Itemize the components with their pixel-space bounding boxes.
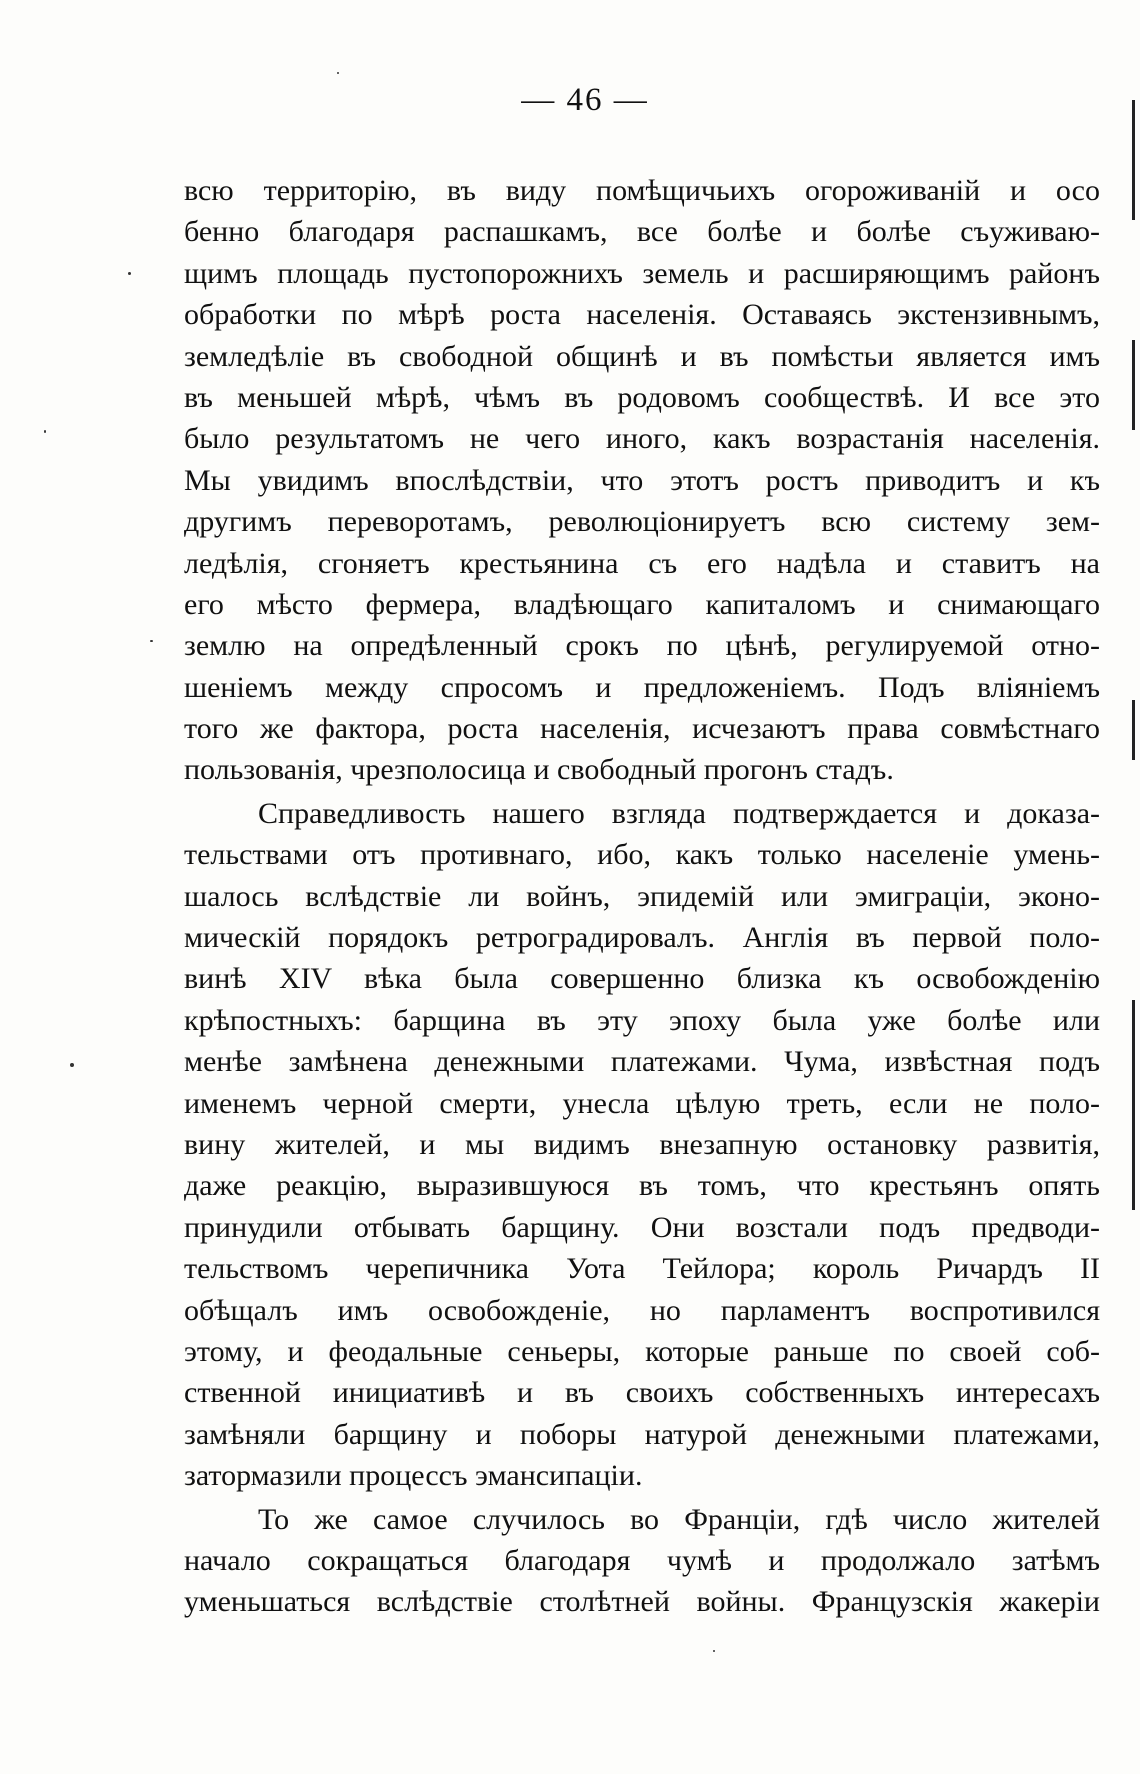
text-line: обѣщалъ имъ освобожденіе, но парламентъ воспротивился bbox=[184, 1293, 1100, 1327]
binding-edge-mark bbox=[1132, 340, 1135, 430]
binding-edge-mark bbox=[1132, 700, 1135, 760]
text-line: было результатомъ не чего иного, какъ возрастанія населенія. bbox=[184, 422, 1100, 456]
text-line: тельствами отъ противнаго, ибо, какъ только населеніе умень- bbox=[184, 838, 1100, 872]
text-line: обработки по мѣрѣ роста населенія. Оставаясь экстензивнымъ, bbox=[184, 298, 1100, 332]
text-line: даже реакцію, выразившуюся въ томъ, что крестьянъ опять bbox=[184, 1169, 1100, 1203]
text-line: замѣняли барщину и поборы натурой денежными платежами, bbox=[184, 1417, 1100, 1451]
text-line: крѣпостныхъ: барщина въ эту эпоху была уже болѣе или bbox=[184, 1003, 1100, 1037]
text-line: начало сокращаться благодаря чумѣ и продолжало затѣмъ bbox=[184, 1543, 1100, 1577]
text-line: другимъ переворотамъ, революціонируетъ всю систему зем- bbox=[184, 505, 1100, 539]
text-line: ледѣлія, сгоняетъ крестьянина съ его надѣла и ставитъ на bbox=[184, 546, 1100, 580]
scan-speck bbox=[713, 1650, 715, 1652]
text-line: принудили отбывать барщину. Они возстали подъ предводи- bbox=[184, 1210, 1100, 1244]
text-line: щимъ площадь пустопорожнихъ земель и расширяющимъ районъ bbox=[184, 256, 1100, 290]
page-number bbox=[0, 82, 1140, 119]
text-line: мическій порядокъ ретроградировалъ. Англія въ первой поло- bbox=[184, 921, 1100, 955]
text-line: уменьшаться вслѣдствіе столѣтней войны. Французскія жакеріи bbox=[184, 1585, 1100, 1619]
scan-speck bbox=[150, 640, 153, 642]
binding-edge-mark bbox=[1132, 1000, 1135, 1210]
text-line: Справедливость нашего взгляда подтверждается и доказа- bbox=[258, 796, 1100, 830]
text-line: ственной инициативѣ и въ своихъ собственныхъ интересахъ bbox=[184, 1376, 1100, 1410]
text-line: бенно благодаря распашкамъ, все болѣе и болѣе съуживаю- bbox=[184, 215, 1100, 249]
text-line: всю территорію, въ виду помѣщичьихъ огороживаній и осо bbox=[184, 174, 1100, 207]
scan-speck bbox=[70, 1063, 74, 1067]
scan-speck bbox=[44, 430, 46, 433]
text-line: его мѣсто фермера, владѣющаго капиталомъ и снимающаго bbox=[184, 587, 1100, 621]
text-line: затормазили процессъ эмансипаціи. bbox=[184, 1459, 643, 1493]
text-line: То же самое случилось во Франціи, гдѣ число жителей bbox=[258, 1502, 1100, 1536]
text-line: пользованія, чрезполосица и свободный прогонъ стадъ. bbox=[184, 753, 894, 787]
text-line: вину жителей, и мы видимъ внезапную остановку развитія, bbox=[184, 1127, 1100, 1161]
text-line: этому, и феодальные сеньеры, которые раньше по своей соб- bbox=[184, 1334, 1100, 1368]
text-line: земледѣліе въ свободной общинѣ и въ помѣстьи является имъ bbox=[184, 339, 1100, 373]
text-line: шеніемъ между спросомъ и предложеніемъ. Подъ вліяніемъ bbox=[184, 670, 1100, 704]
scan-speck bbox=[337, 72, 339, 74]
text-line: именемъ черной смерти, унесла цѣлую треть, если не поло- bbox=[184, 1086, 1100, 1120]
text-line: винѣ XIV вѣка была совершенно близка къ освобожденію bbox=[184, 962, 1100, 996]
text-line: того же фактора, роста населенія, исчезаютъ права совмѣстнаго bbox=[184, 712, 1100, 746]
scan-speck bbox=[128, 272, 131, 275]
text-line: менѣе замѣнена денежными платежами. Чума, извѣстная подъ bbox=[184, 1045, 1100, 1079]
paragraph-2 bbox=[184, 793, 1100, 1497]
page-body bbox=[184, 170, 1100, 1623]
binding-edge-mark bbox=[1132, 100, 1135, 220]
text-line: тельствомъ черепичника Уота Тейлора; король Ричардъ II bbox=[184, 1252, 1100, 1286]
paragraph-1 bbox=[184, 170, 1100, 791]
text-line: шалось вслѣдствіе ли войнъ, эпидемій или эмиграціи, эконо- bbox=[184, 879, 1100, 913]
page-number-text: — 46 — bbox=[521, 82, 649, 118]
paragraph-3 bbox=[184, 1499, 1100, 1623]
text-line: землю на опредѣленный срокъ по цѣнѣ, регулируемой отно- bbox=[184, 629, 1100, 663]
text-line: въ меньшей мѣрѣ, чѣмъ въ родовомъ сообществѣ. И все это bbox=[184, 380, 1100, 414]
text-line: Мы увидимъ впослѣдствіи, что этотъ ростъ приводитъ и къ bbox=[184, 463, 1100, 497]
